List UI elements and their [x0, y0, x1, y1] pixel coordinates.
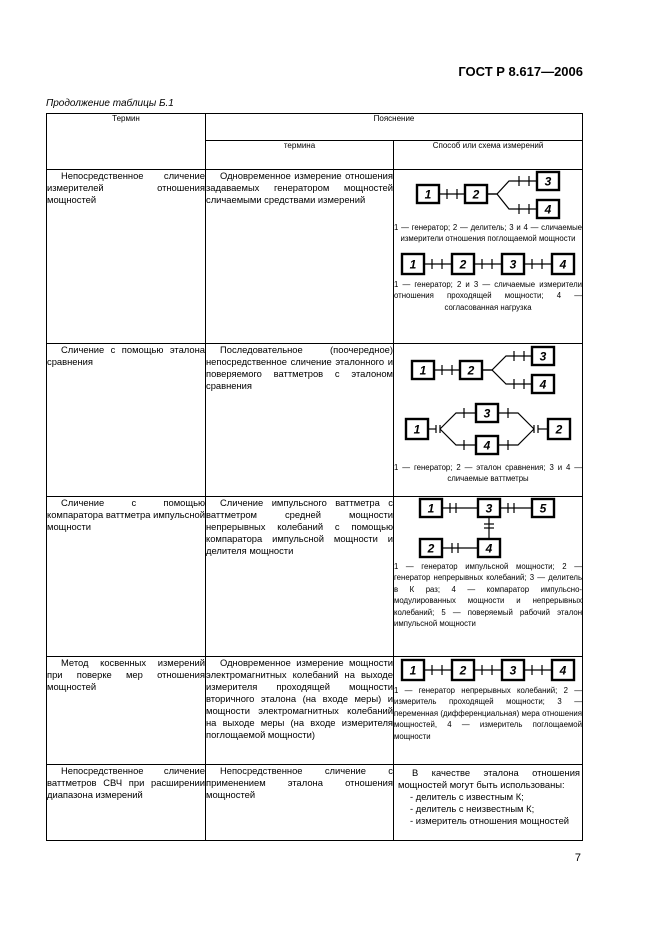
method-intro: В качестве эталона отношения мощностей могут быть использованы:: [398, 767, 581, 790]
definition-cell: Последовательное (поочередное) непосредственное сличение эталонного и поверяемого ваттметров с эталоном сравнения: [206, 344, 394, 497]
table-row: [47, 344, 583, 497]
definition-cell: Непосредственное сличение с применением эталона отношения мощностей: [206, 765, 394, 841]
page-number: 7: [574, 852, 581, 864]
chain-diagram: [398, 657, 578, 683]
block-label: 2: [459, 663, 467, 678]
table-row: [47, 497, 583, 657]
document-header: ГОСТ Р 8.617—2006: [458, 64, 583, 79]
block-label: 2: [427, 541, 435, 556]
term-cell: Непосредственное сличение измерителей отношения мощностей: [47, 170, 206, 344]
term-cell: Метод косвенных измерений при поверке мер отношения мощностей: [47, 657, 206, 765]
block-label: 4: [559, 663, 567, 678]
term-cell: Сличение с помощью эталона сравнения: [47, 344, 206, 497]
block-label: 1: [409, 663, 417, 678]
terms-table: [46, 113, 583, 841]
block-label: 3: [483, 406, 491, 421]
diagram-caption: 1 — генератор; 2 — делитель; 3 и 4 — сличаемые измерители отношения поглощаемой мощности: [394, 223, 583, 244]
block-label: 2: [459, 257, 467, 272]
method-cell: [394, 765, 583, 841]
block-label: 4: [544, 202, 552, 217]
block-label: 2: [555, 422, 563, 437]
block-label: 1: [413, 422, 421, 437]
comparison-diagram: [408, 344, 568, 396]
diagram-caption: 1 — генератор; 2 и 3 — сличаемые измерители отношения проходящей мощности; 4 — согласованная нагрузка: [394, 279, 583, 312]
chain-diagram: [398, 251, 578, 277]
header-definition: термина: [206, 141, 394, 170]
comparator-diagram: [408, 497, 568, 559]
header-method: Способ или схема измерений: [394, 141, 583, 170]
block-label: 4: [485, 541, 493, 556]
header-term: Термин: [47, 114, 206, 170]
list-item: - делитель с известным К;: [410, 791, 524, 802]
method-text: [394, 765, 582, 827]
diamond-diagram: [402, 402, 574, 456]
block-label: 1: [424, 187, 432, 202]
table-row: [47, 765, 583, 841]
definition-cell: Одновременное измерение мощности электромагнитных колебаний на выходе измерителя проходящей мощности вторичного эталона (на входе меры) и мощности электромагнитных колебаний на выходе меры (на входе измерителя поглощаемой мощности): [206, 657, 394, 765]
method-cell: [394, 657, 583, 765]
definition-cell: Одновременное измерение отношения задаваемых генератором мощностей сличаемыми средствами измерений: [206, 170, 394, 344]
block-label: 3: [539, 349, 547, 364]
block-label: 1: [419, 363, 427, 378]
list-item: - измеритель отношения мощностей: [410, 815, 570, 826]
term-cell: Сличение с помощью компаратора ваттметра импульсной мощности: [47, 497, 206, 657]
block-label: 2: [467, 363, 475, 378]
block-label: 1: [409, 257, 417, 272]
diagram-caption: 1 — генератор непрерывных колебаний; 2 — измеритель проходящей мощности; 3 — переменная (дифференциальная) мера отношения мощностей, 4 — измеритель поглощаемой мощности: [394, 686, 583, 741]
splitter-diagram: [403, 170, 573, 220]
block-label: 4: [483, 438, 491, 453]
block-label: 4: [559, 257, 567, 272]
table-row: [47, 170, 583, 344]
block-label: 3: [544, 174, 552, 189]
definition-cell: Сличение импульсного ваттметра с ваттметром средней мощности непрерывных колебаний с помощью компаратора импульсной мощности и делителя мощности: [206, 497, 394, 657]
diagram-caption: 1 — генератор импульсной мощности; 2 — генератор непрерывных колебаний; 3 — делитель в К раз; 4 — компаратор импульсно-модулированных мощности и непрерывных колебаний; 5 — поверяемый рабочий эталон импульсной мощности: [394, 562, 583, 629]
method-cell: [394, 497, 583, 657]
method-cell: [394, 344, 583, 497]
block-label: 2: [472, 187, 480, 202]
diagram-caption: 1 — генератор; 2 — эталон сравнения; 3 и 4 — сличаемые ваттметры: [394, 463, 583, 484]
header-explanation: Пояснение: [206, 114, 583, 141]
block-label: 3: [485, 501, 493, 516]
method-cell: [394, 170, 583, 344]
block-label: 5: [539, 501, 547, 516]
block-label: 3: [509, 663, 517, 678]
term-cell: Непосредственное сличение ваттметров СВЧ при расширении диапазона измерений: [47, 765, 206, 841]
list-item: - делитель с неизвестным К;: [410, 803, 535, 814]
table-continuation-label: Продолжение таблицы Б.1: [46, 98, 174, 109]
block-label: 1: [427, 501, 435, 516]
table-row: [47, 657, 583, 765]
block-label: 4: [539, 377, 547, 392]
block-label: 3: [509, 257, 517, 272]
